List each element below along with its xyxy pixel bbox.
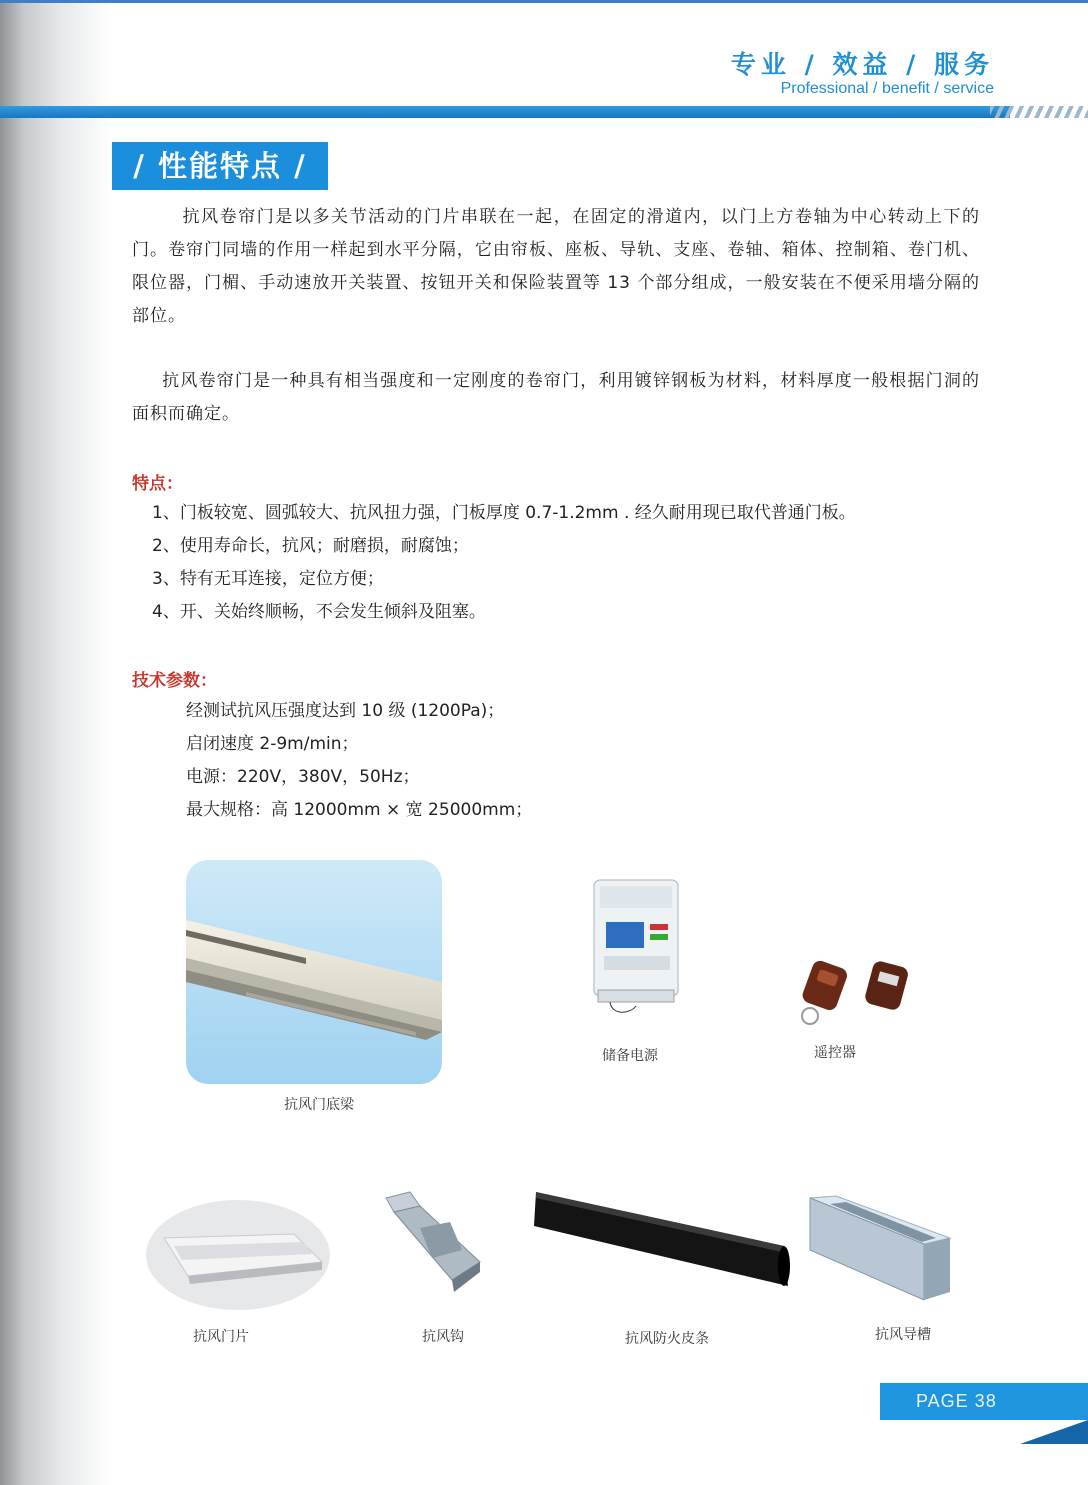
- fire-strip-image: [534, 1190, 790, 1294]
- feature-item: 2、使用寿命长，抗风；耐磨损，耐腐蚀；: [152, 536, 469, 556]
- caption-door-slat: 抗风门片: [193, 1329, 249, 1345]
- intro-text-1: 抗风卷帘门是以多关节活动的门片串联在一起，在固定的滑道内，以门上方卷轴为中心转动上下的门。卷帘门同墙的作用一样起到水平分隔，它由帘板、座板、导轨、支座、卷轴、箱体、控制箱、卷门机、限位器，门楣、手动速放开关装置、按钮开关和保险装置等 13 个部分组成，一般安装在不便采用墙分隔的部位。: [132, 207, 980, 326]
- specs-list: [186, 695, 532, 827]
- intro-paragraph-2: [132, 365, 980, 431]
- spec-item: 电源：220V，380V，50Hz；: [186, 767, 420, 787]
- slogan-chinese: 专业 / 效益 / 服务: [730, 50, 994, 79]
- caption-hook: 抗风钩: [422, 1329, 464, 1345]
- door-slat-image: [144, 1198, 332, 1312]
- features-list: [152, 497, 856, 629]
- spec-item: 最大规格：高 12000mm × 宽 25000mm；: [186, 800, 533, 820]
- bottom-beam-image: [186, 860, 442, 1084]
- feature-item: 3、特有无耳连接，定位方便；: [152, 569, 384, 589]
- feature-item: 4、开、关始终顺畅，不会发生倾斜及阻塞。: [152, 602, 486, 622]
- page-tab-accent: [1020, 1420, 1088, 1444]
- guide-rail-image: [806, 1194, 952, 1304]
- caption-bottom-beam: 抗风门底梁: [284, 1097, 354, 1113]
- caption-backup-power: 储备电源: [602, 1048, 658, 1064]
- features-heading: 特点：: [132, 474, 183, 494]
- slogan-english: Professional / benefit / service: [780, 80, 994, 97]
- section-title: / 性能特点 /: [112, 142, 328, 190]
- header-slogan: [731, 50, 994, 98]
- page-number-tab: PAGE 38: [880, 1383, 1088, 1420]
- caption-fire-strip: 抗风防火皮条: [625, 1331, 709, 1347]
- header-band: [0, 106, 1010, 118]
- feature-item: 1、门板较宽、圆弧较大、抗风扭力强，门板厚度 0.7-1.2mm . 经久耐用现已取代普通门板。: [152, 503, 856, 523]
- specs-heading: 技术参数：: [132, 671, 217, 691]
- remote-control-image: [796, 958, 918, 1030]
- caption-remote: 遥控器: [814, 1045, 856, 1061]
- intro-paragraph-1: [132, 201, 980, 333]
- spec-item: 经测试抗风压强度达到 10 级 (1200Pa)；: [186, 701, 505, 721]
- book-spine-shading: [0, 0, 110, 1485]
- header-stripes: [990, 106, 1088, 118]
- top-rule: [0, 0, 1088, 3]
- backup-power-image: [590, 878, 682, 1020]
- spec-item: 启闭速度 2-9m/min；: [186, 734, 359, 754]
- hook-image: [380, 1188, 484, 1296]
- caption-guide-rail: 抗风导槽: [875, 1327, 931, 1343]
- intro-text-2: 抗风卷帘门是一种具有相当强度和一定刚度的卷帘门，利用镀锌钢板为材料，材料厚度一般根据门洞的面积而确定。: [132, 371, 980, 424]
